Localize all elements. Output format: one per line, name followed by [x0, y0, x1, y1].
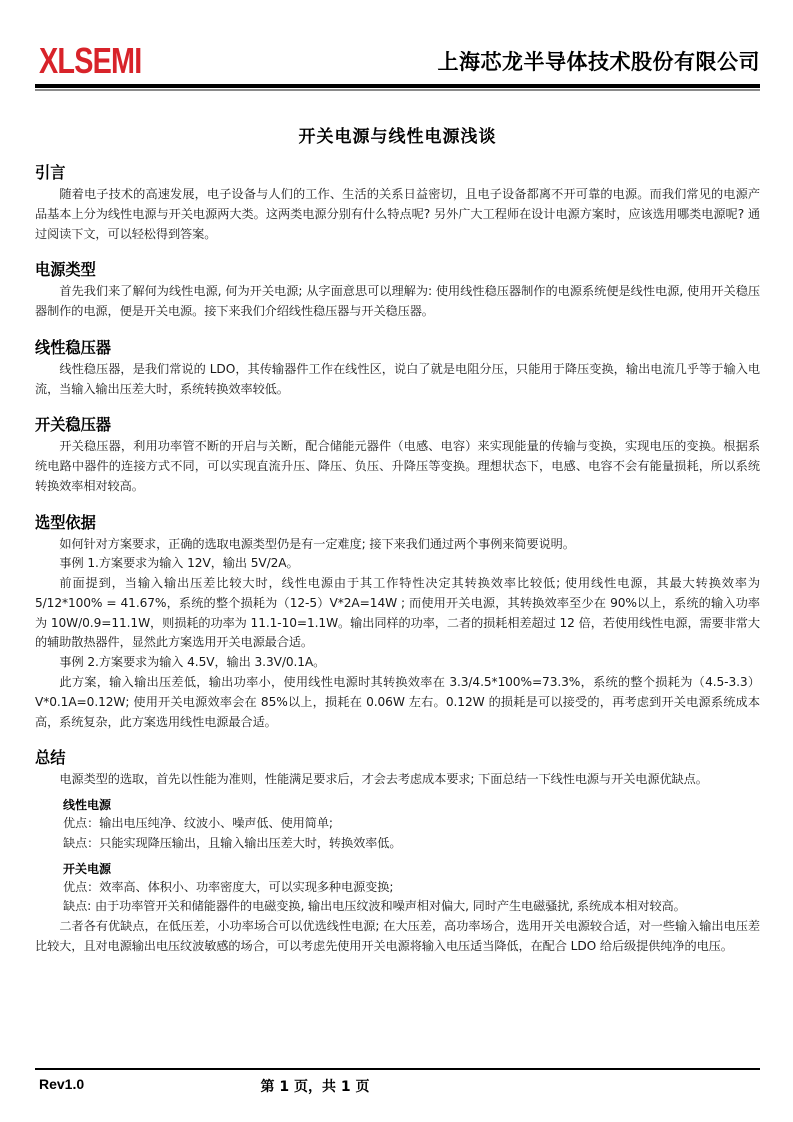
footer-divider — [35, 1068, 760, 1070]
paragraph-case-2-spec: 事例 2.方案要求为输入 4.5V，输出 3.3V/0.1A。 — [59, 655, 326, 670]
revision-label: Rev1.0 — [39, 1076, 85, 1092]
company-name: 上海芯龙半导体技术股份有限公司 — [437, 50, 760, 74]
paragraph-power-types: 首先我们来了解何为线性电源, 何为开关电源; 从字面意思可以理解为: 使用线性稳压器制作的电源系统便是线性电源, 使用开关稳压器制作的电源，便是开关电源。接下来我们介绍线性稳压器与开关稳压器。 — [35, 284, 760, 319]
section-heading-introduction: 引言 — [35, 163, 66, 182]
summary-block-switching — [35, 860, 760, 918]
paragraph-linear-regulator: 线性稳压器，是我们常说的 LDO，其传输器件工作在线性区，说白了就是电阻分压，只能用于降压变换，输出电流几乎等于输入电流，当输入输出压差大时，系统转换效率较低。 — [35, 361, 760, 396]
document-footer — [35, 1074, 760, 1100]
paragraph-case-2-analysis: 此方案，输入输出压差低，输出功率小，使用线性电源时其转换效率在 3.3/4.5*100%=73.3%，系统的整个损耗为（4.5-3.3）V*0.1A=0.12W; 使用开关电源效率会在 85%以上，损耗在 0.06W 左右。0.12W 的损耗是可以接受的，再考虑到开关电源系统成本高，系统复杂，此方案选用线性电源最合适。 — [35, 675, 760, 729]
section-heading-summary: 总结 — [35, 748, 66, 768]
section-heading-selection-criteria: 选型依据 — [35, 512, 96, 532]
paragraph-case-1-spec: 事例 1.方案要求为输入 12V，输出 5V/2A。 — [59, 556, 299, 571]
paragraph-summary-intro: 电源类型的选取，首先以性能为准则，性能满足要求后，才会去考虑成本要求; 下面总结一下线性电源与开关电源优缺点。 — [59, 772, 708, 787]
document-title: 开关电源与线性电源浅谈 — [298, 127, 497, 147]
linear-power-advantages: 优点：输出电压纯净、纹波小、噪声低、使用简单; — [63, 816, 333, 831]
paragraph-summary-closing: 二者各有优缺点，在低压差，小功率场合可以优选线性电源; 在大压差，高功率场合，选用开关电源较合适，对一些输入输出电压差比较大，且对电源输出电压纹波敏感的场合，可以考虑先使用开关电源将输入电压适当降低，在配合 LDO 给后级提供纯净的电压。 — [35, 919, 760, 953]
section-heading-power-types: 电源类型 — [35, 260, 96, 280]
paragraph-selection-intro: 如何针对方案要求，正确的选取电源类型仍是有一定难度; 接下来我们通过两个事例来简要说明。 — [59, 536, 575, 551]
company-logo: XLSEMI — [39, 40, 142, 81]
subsection-heading-switching-power: 开关电源 — [63, 861, 112, 876]
switching-power-disadvantages: 缺点: 由于功率管开关和储能器件的电磁变换, 输出电压纹波和噪声相对偏大, 同时产生电磁骚扰, 系统成本相对较高。 — [63, 899, 686, 914]
document-header — [35, 30, 760, 92]
linear-power-disadvantages: 缺点：只能实现降压输出，且输入输出压差大时，转换效率低。 — [63, 835, 402, 850]
header-divider-thin — [35, 89, 760, 91]
section-heading-linear-regulator: 线性稳压器 — [35, 337, 112, 357]
paragraph-introduction: 随着电子技术的高速发展，电子设备与人们的工作、生活的关系日益密切，且电子设备都离不开可靠的电源。而我们常见的电源产品基本上分为线性电源与开关电源两大类。这两类电源分别有什么特点呢? 另外广大工程师在设计电源方案时，应该选用哪类电源呢? 通过阅读下文，可以轻松得到答案。 — [35, 187, 760, 241]
document-body — [35, 104, 760, 957]
subsection-heading-linear-power: 线性电源 — [63, 798, 112, 813]
paragraph-switching-regulator: 开关稳压器，利用功率管不断的开启与关断，配合储能元器件（电感、电容）来实现能量的传输与变换，实现电压的变换。根据系统电路中器件的连接方式不同，可以实现直流升压、降压、负压、升降压等变换。理想状态下，电感、电容不会有能量损耗，所以系统转换效率相对较高。 — [35, 439, 760, 493]
page-number-label: 第 1 页，共 1 页 — [260, 1079, 370, 1095]
section-heading-switching-regulator: 开关稳压器 — [35, 415, 112, 435]
switching-power-advantages: 优点：效率高、体积小、功率密度大，可以实现多种电源变换; — [63, 879, 394, 894]
paragraph-case-1-analysis: 前面提到，当输入输出压差比较大时，线性电源由于其工作特性决定其转换效率比较低; 使用线性电源，其最大转换效率为 5/12*100% = 41.67%，系统的整个损耗为（12-5）V*2A=14W ; 而使用开关电源，其转换效率至少在 90%以上，系统的输入功率为 10W/0.9=11.1W，则损耗的功率为 11.1-10=1.1W。输出同样的功率，二者的损耗相差超过 12 倍，若使用线性电源，需要非常大的辅助散热器件，显然此方案选用开关电源最合适。 — [35, 576, 760, 650]
summary-block-linear — [35, 796, 760, 854]
header-divider — [35, 84, 760, 91]
